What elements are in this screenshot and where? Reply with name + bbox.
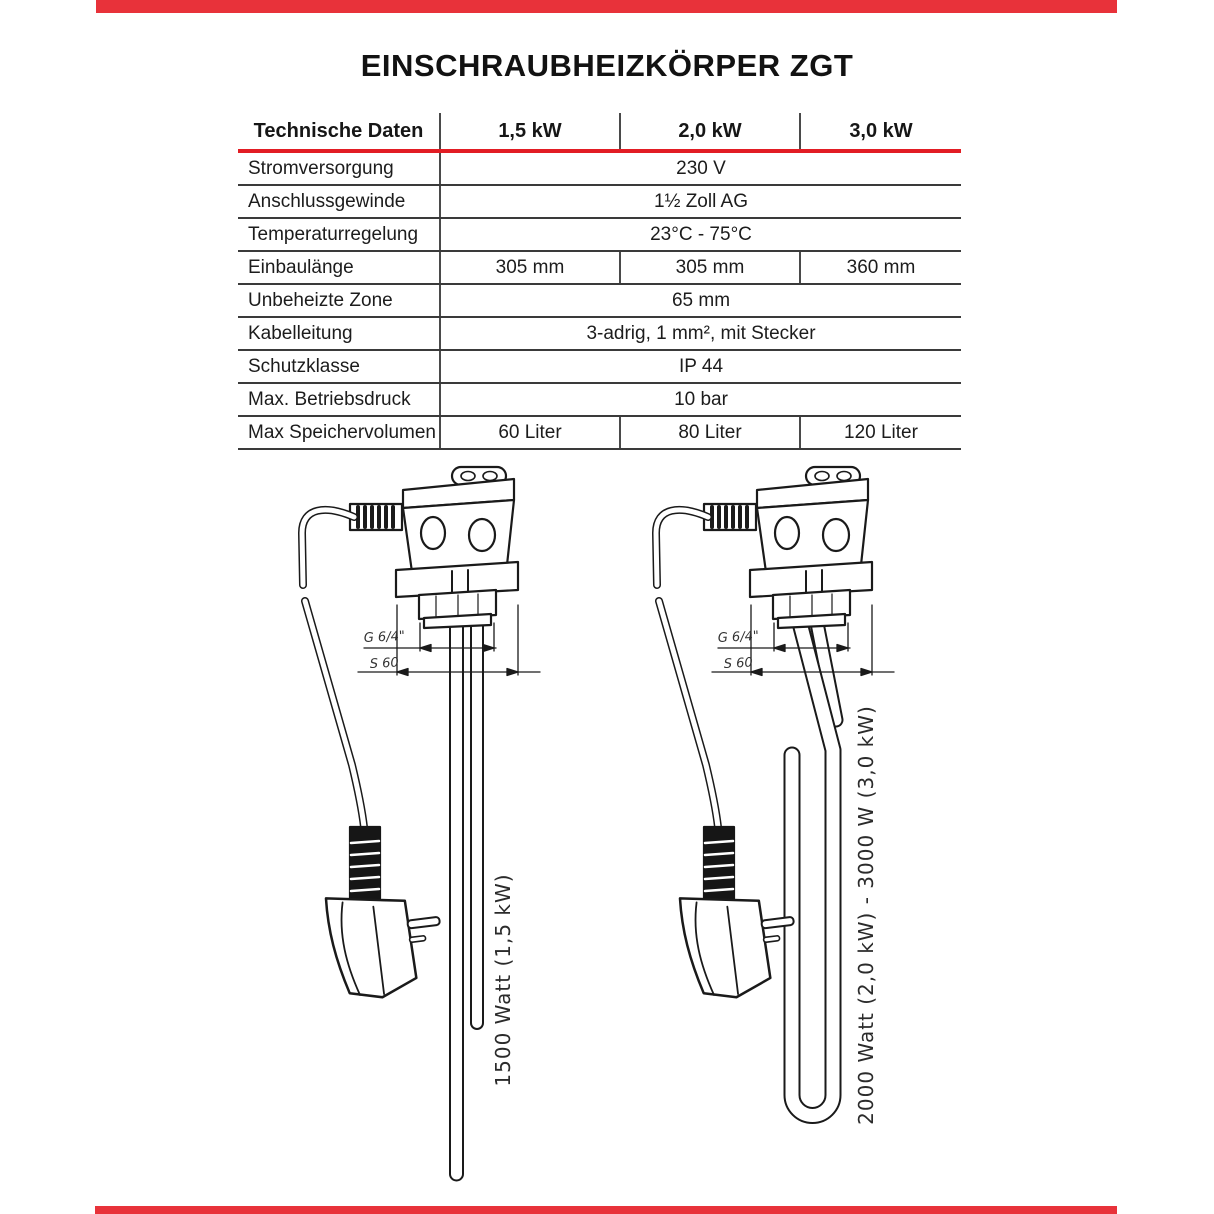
power-rating-label: 2000 Watt (2,0 kW) - 3000 W (3,0 kW) — [854, 705, 878, 1125]
technical-data-table — [238, 113, 961, 450]
header-3-0kw: 3,0 kW — [800, 113, 961, 151]
row-label: Unbeheizte Zone — [238, 284, 440, 317]
table-row — [238, 185, 961, 218]
row-label: Schutzklasse — [238, 350, 440, 383]
power-rating-label: 1500 Watt (1,5 kW) — [491, 873, 515, 1087]
row-value: 120 Liter — [800, 416, 961, 449]
row-value: 10 bar — [440, 383, 961, 416]
table-row — [238, 416, 961, 449]
row-value: 65 mm — [440, 284, 961, 317]
row-value: 60 Liter — [440, 416, 620, 449]
page-title: EINSCHRAUBHEIZKÖRPER ZGT — [360, 48, 854, 83]
row-label: Max Speichervolumen — [238, 416, 440, 449]
table-row — [238, 284, 961, 317]
row-value: IP 44 — [440, 350, 961, 383]
header-1-5kw: 1,5 kW — [440, 113, 620, 151]
row-value: 1½ Zoll AG — [440, 185, 961, 218]
diagram-heater-2-3kw — [625, 455, 955, 1155]
wrench-dimension-label: S 60 — [369, 655, 400, 672]
row-label: Max. Betriebsdruck — [238, 383, 440, 416]
row-label: Kabelleitung — [238, 317, 440, 350]
table-header-row — [238, 113, 961, 151]
table-row — [238, 151, 961, 185]
header-technische-daten: Technische Daten — [238, 113, 440, 151]
table-body — [238, 151, 961, 449]
row-label: Temperaturregelung — [238, 218, 440, 251]
top-red-bar — [96, 0, 1117, 13]
thread-dimension-label: G 6/4" — [363, 628, 406, 646]
table-row — [238, 317, 961, 350]
row-label: Anschlussgewinde — [238, 185, 440, 218]
row-value: 305 mm — [620, 251, 800, 284]
diagram-heater-1-5kw — [278, 455, 608, 1195]
thread-dimension-label: G 6/4" — [717, 628, 760, 646]
row-value: 230 V — [440, 151, 961, 185]
row-value: 23°C - 75°C — [440, 218, 961, 251]
row-value: 360 mm — [800, 251, 961, 284]
row-label: Stromversorgung — [238, 151, 440, 185]
table-row — [238, 350, 961, 383]
table-row — [238, 251, 961, 284]
table-row — [238, 383, 961, 416]
table-row — [238, 218, 961, 251]
bottom-red-bar — [95, 1206, 1117, 1214]
wrench-dimension-label: S 60 — [723, 655, 754, 672]
row-value: 3-adrig, 1 mm², mit Stecker — [440, 317, 961, 350]
header-2-0kw: 2,0 kW — [620, 113, 800, 151]
row-label: Einbaulänge — [238, 251, 440, 284]
row-value: 305 mm — [440, 251, 620, 284]
row-value: 80 Liter — [620, 416, 800, 449]
